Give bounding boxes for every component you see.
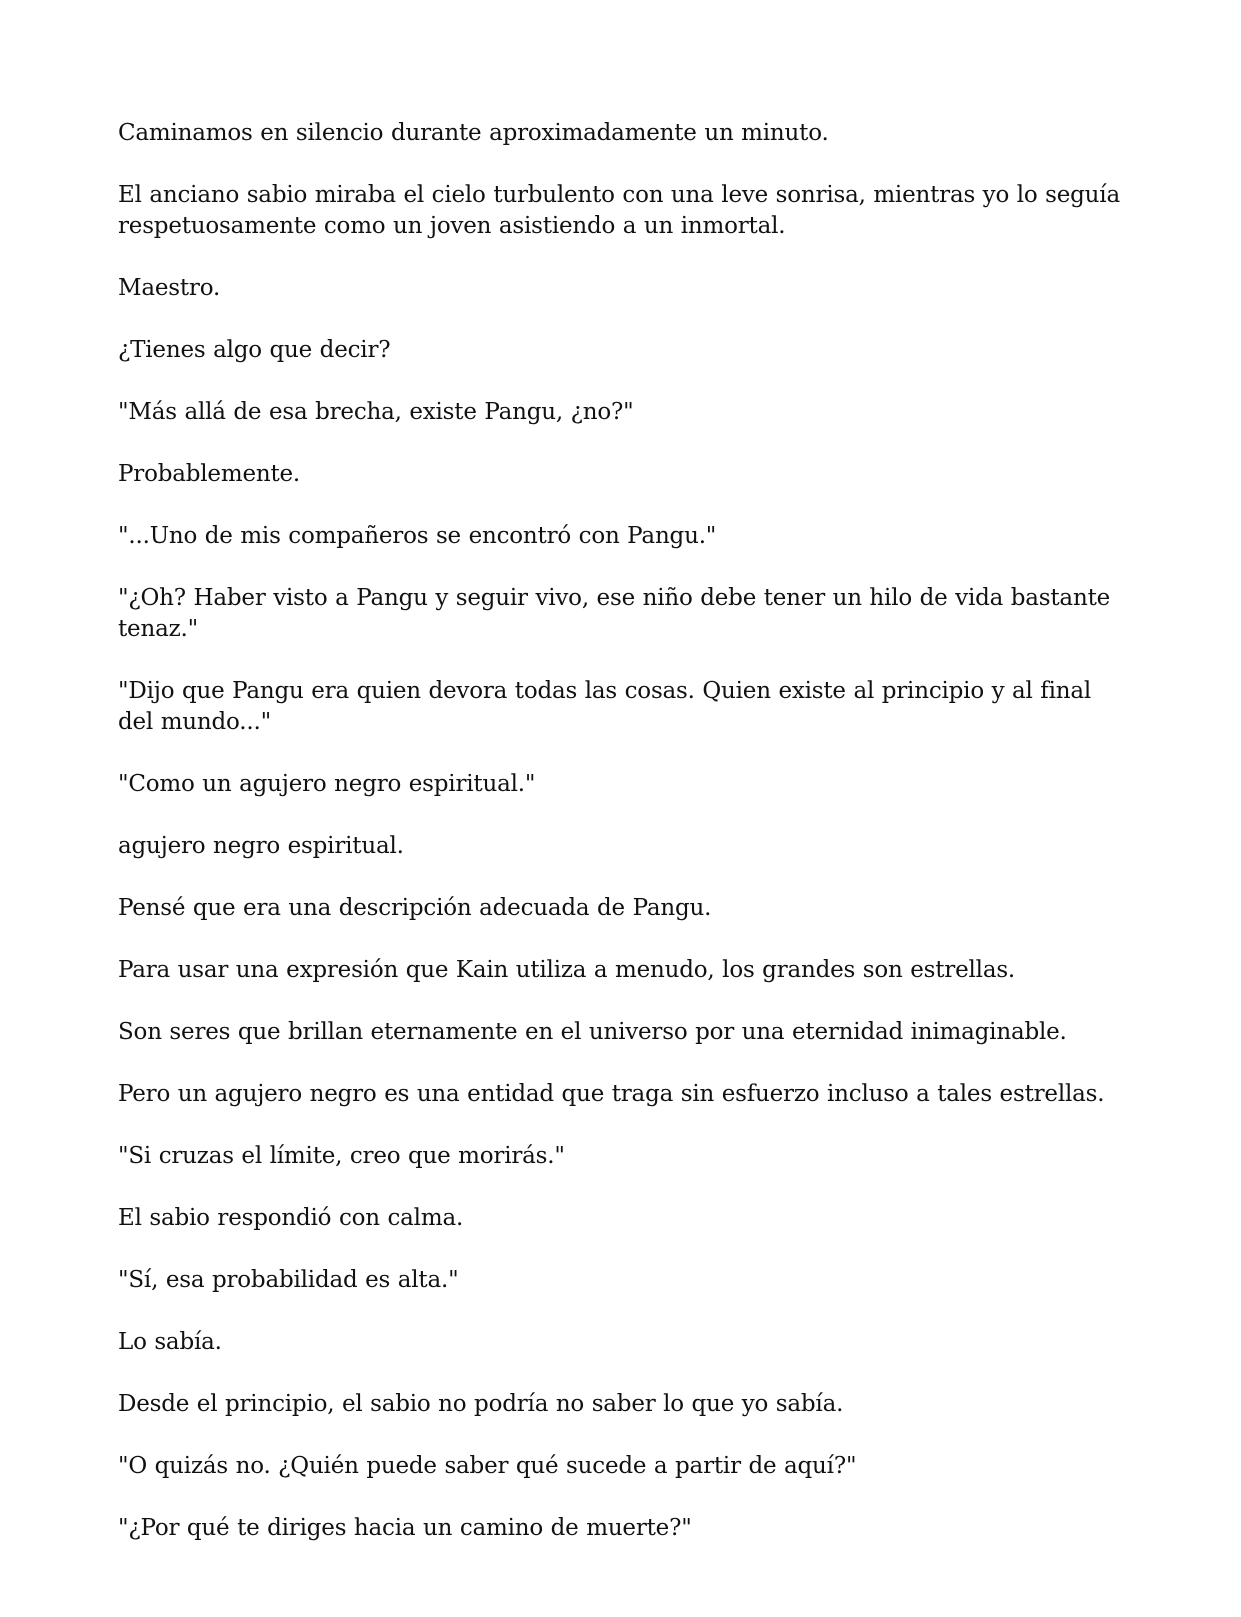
paragraph: Desde el principio, el sabio no podría no saber lo que yo sabía. bbox=[118, 1391, 844, 1417]
paragraph: "Como un agujero negro espiritual." bbox=[118, 771, 536, 797]
paragraph: "...Uno de mis compañeros se encontró con Pangu." bbox=[118, 523, 717, 549]
paragraph: "Sí, esa probabilidad es alta." bbox=[118, 1267, 459, 1293]
paragraph: "Dijo que Pangu era quien devora todas las cosas. Quien existe al principio y al final del mundo..." bbox=[118, 678, 1092, 735]
document-body bbox=[118, 118, 1128, 1575]
paragraph: agujero negro espiritual. bbox=[118, 833, 404, 859]
paragraph: Probablemente. bbox=[118, 461, 301, 487]
paragraph: Lo sabía. bbox=[118, 1329, 222, 1355]
paragraph: El sabio respondió con calma. bbox=[118, 1205, 464, 1231]
paragraph: "Si cruzas el límite, creo que morirás." bbox=[118, 1143, 565, 1169]
paragraph: Caminamos en silencio durante aproximadamente un minuto. bbox=[118, 120, 829, 146]
paragraph: Pero un agujero negro es una entidad que traga sin esfuerzo incluso a tales estrellas. bbox=[118, 1081, 1105, 1107]
paragraph: ¿Tienes algo que decir? bbox=[118, 337, 391, 363]
paragraph: "Más allá de esa brecha, existe Pangu, ¿no?" bbox=[118, 399, 634, 425]
paragraph: Son seres que brillan eternamente en el universo por una eternidad inimaginable. bbox=[118, 1019, 1067, 1045]
paragraph: Para usar una expresión que Kain utiliza a menudo, los grandes son estrellas. bbox=[118, 957, 1016, 983]
paragraph: "O quizás no. ¿Quién puede saber qué sucede a partir de aquí?" bbox=[118, 1453, 857, 1479]
paragraph: Pensé que era una descripción adecuada de Pangu. bbox=[118, 895, 712, 921]
paragraph: Maestro. bbox=[118, 275, 221, 301]
paragraph: "¿Por qué te diriges hacia un camino de muerte?" bbox=[118, 1515, 692, 1541]
paragraph: "¿Oh? Haber visto a Pangu y seguir vivo, ese niño debe tener un hilo de vida bastante tenaz." bbox=[118, 585, 1111, 642]
paragraph: El anciano sabio miraba el cielo turbulento con una leve sonrisa, mientras yo lo seguía respetuosamente como un joven asistiendo a un inmortal. bbox=[118, 182, 1120, 239]
